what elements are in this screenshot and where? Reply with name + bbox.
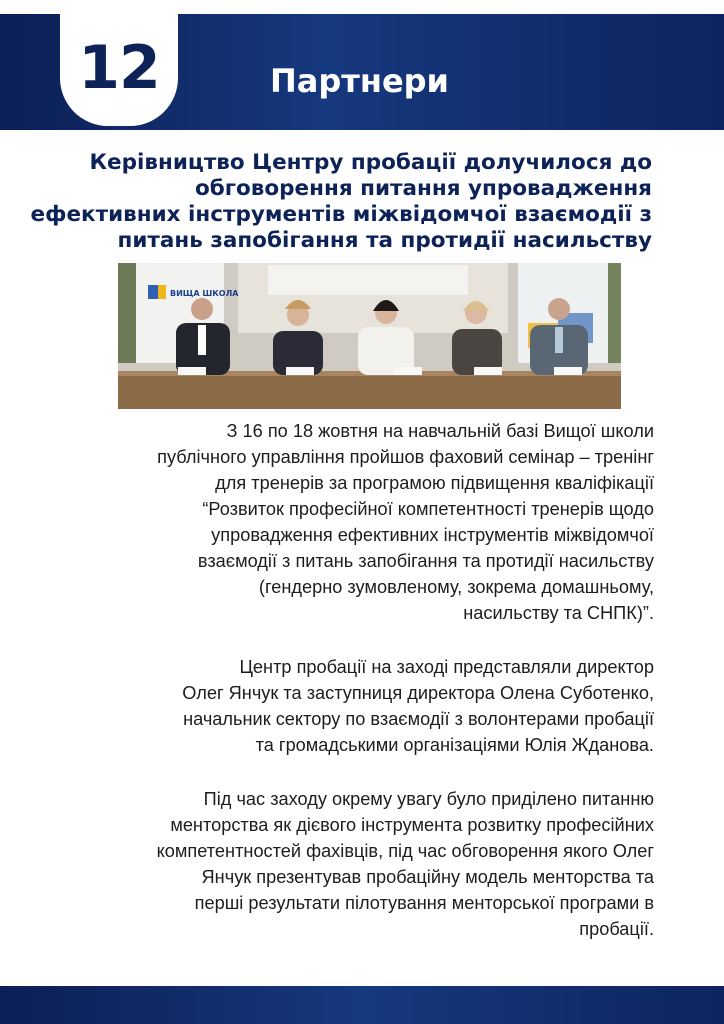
section-title: Партнери (270, 62, 449, 100)
article-body (40, 418, 654, 970)
headline-line: обговорення питання упровадження (194, 176, 652, 201)
paragraph (40, 654, 654, 758)
text-line: публічного управління пройшов фаховий семінар – тренінг (157, 447, 654, 467)
text-line: перші результати пілотування менторської програми в (194, 893, 654, 913)
headline-line: ефективних інструментів міжвідомчої взаємодії з (30, 202, 652, 227)
event-photo (118, 263, 621, 409)
text-line: насильству та СНПК)”. (463, 603, 654, 623)
text-line: Янчук презентував пробаційну модель менторства та (201, 867, 654, 887)
header-bar (0, 14, 724, 130)
text-line: упровадження ефективних інструментів міжвідомчої (211, 525, 654, 545)
paragraph (40, 418, 654, 626)
page-number: 12 (78, 33, 160, 103)
text-line: пробації. (579, 919, 654, 939)
text-line: “Розвиток професійної компетентності тренерів щодо (202, 499, 654, 519)
page-number-badge (60, 14, 178, 126)
banner-text: ВИЩА ШКОЛА (170, 289, 239, 298)
article-headline (30, 150, 652, 254)
headline-line: питань запобігання та протидії насильству (117, 228, 652, 253)
paragraph (40, 786, 654, 942)
footer-bar (0, 986, 724, 1024)
text-line: взаємодії з питань запобігання та протидії насильству (197, 551, 654, 571)
text-line: Олег Янчук та заступниця директора Олена Суботенко, (182, 683, 654, 703)
text-line: та громадськими організаціями Юлія Жданова. (255, 735, 654, 755)
text-line: Центр пробації на заході представляли директор (239, 657, 654, 677)
text-line: менторства як дієвого інструмента розвитку професійних (170, 815, 654, 835)
text-line: З 16 по 18 жовтня на навчальній базі Вищої школи (226, 421, 654, 441)
text-line: (гендерно зумовленому, зокрема домашньому, (258, 577, 654, 597)
text-line: начальник сектору по взаємодії з волонтерами пробації (183, 709, 654, 729)
text-line: Під час заходу окрему увагу було приділено питанню (203, 789, 654, 809)
text-line: для тренерів за програмою підвищення кваліфікації (215, 473, 654, 493)
headline-line: Керівництво Центру пробації долучилося до (89, 150, 652, 175)
text-line: компетентностей фахівців, під час обговорення якого Олег (156, 841, 654, 861)
